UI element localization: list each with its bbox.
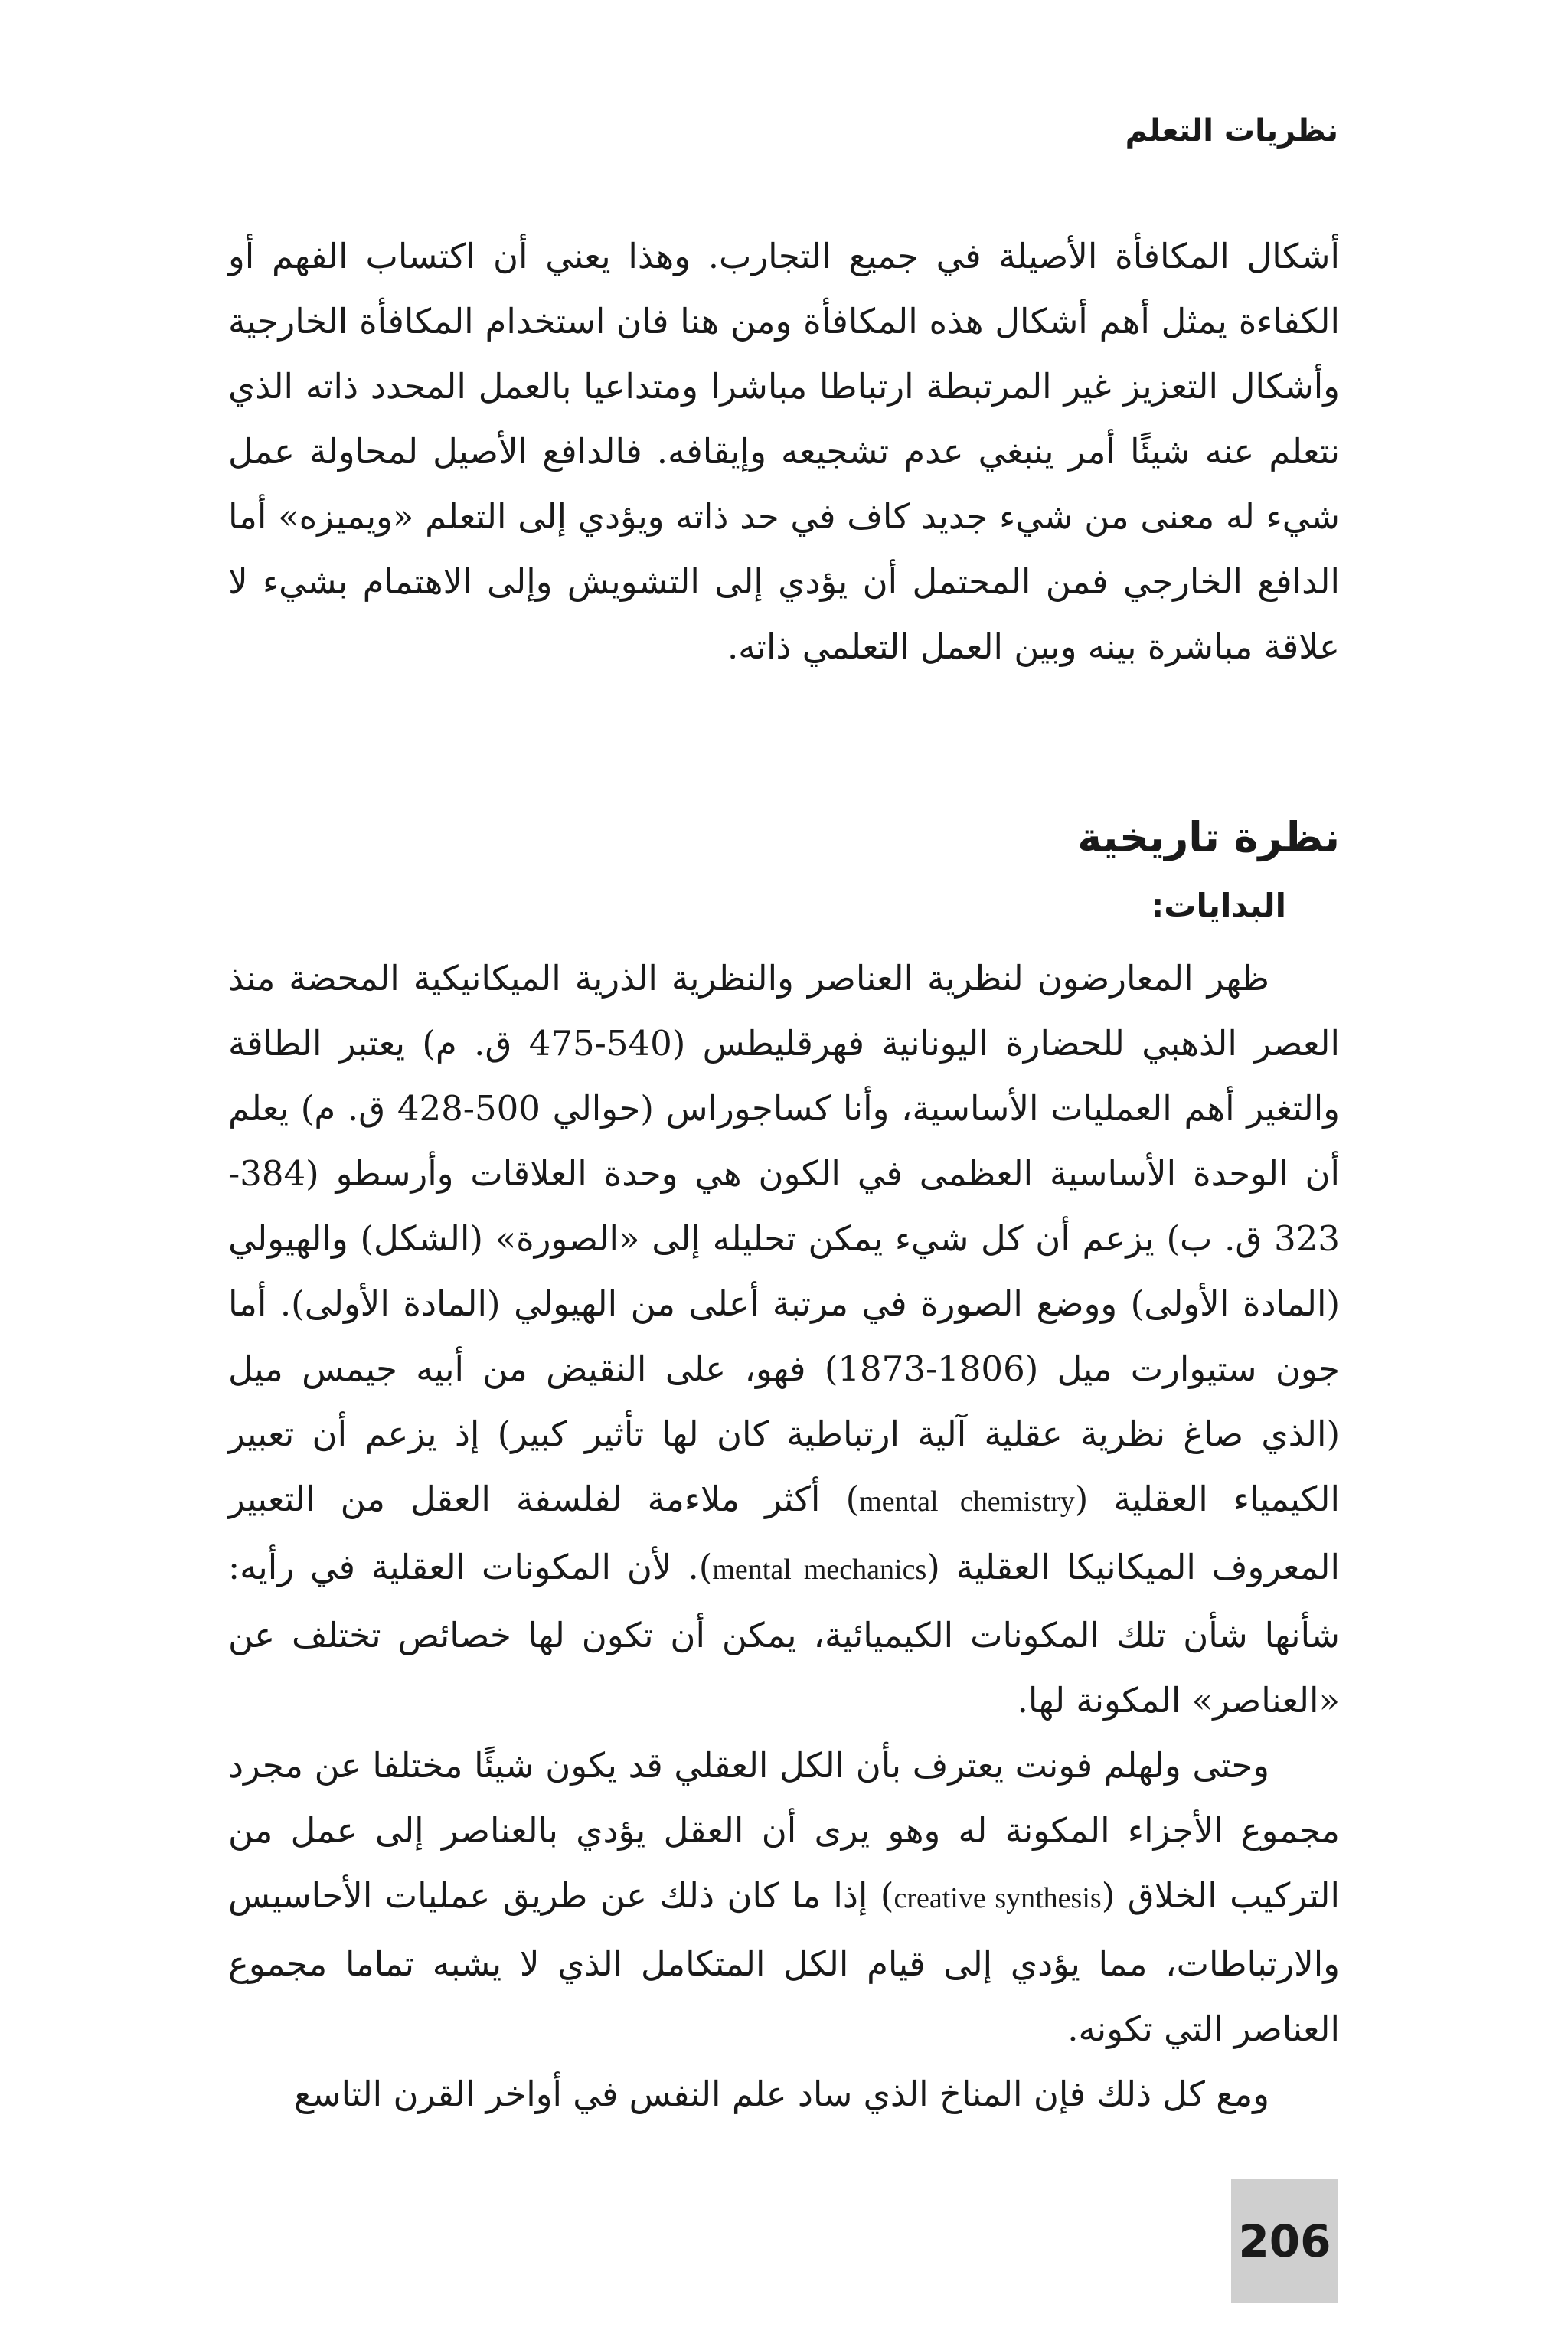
paragraph-text: وحتى ولهلم فونت يعترف بأن الكل العقلي قد يكون شيئًا مختلفا عن مجرد مجموع الأجزاء المكونة له وهو يرى أن العقل يؤدي بالعناصر إلى عمل من التركيب الخلاق ( (228, 1745, 1340, 1916)
intro-text-block (228, 224, 1340, 679)
paragraph-text: ) أكثر ملاءمة لفلسفة العقل من التعبير المعروف الميكانيكا العقلية ( (228, 1479, 1340, 1587)
paragraph-text: ظهر المعارضون لنظرية العناصر والنظرية الذرية الميكانيكية المحضة منذ العصر الذهبي للحضارة اليونانية فهرقليطس (540-475 ق. م) يعتبر الطاقة والتغير أهم العمليات الأساسية، وأنا كساجوراس (حوالي 500-428 ق. م) يعلم أن الوحدة الأساسية العظمى في الكون هي وحدة العلاقات وأرسطو (384-323 ق. ب) يزعم أن كل شيء يمكن تحليله إلى «الصورة» (الشكل) والهيولي (المادة الأولى) ووضع الصورة في مرتبة أعلى من الهيولي (المادة الأولى). أما جون ستيوارت ميل (1806-1873) فهو، على النقيض من أبيه جيمس ميل (الذي صاغ نظرية عقلية آلية ارتباطية كان لها تأثير كبير) إذ يزعم أن تعبير الكيمياء العقلية ( (228, 958, 1340, 1519)
page-number-box (1231, 2179, 1338, 2303)
paragraph-text: ). لأن المكونات العقلية في رأيه: شأنها شأن تلك المكونات الكيميائية، يمكن أن تكون لها خصائص تختلف عن «العناصر» المكونة لها. (228, 1547, 1340, 1721)
section-title: نظرة تاريخية (1077, 813, 1340, 861)
paragraph-climate: ومع كل ذلك فإن المناخ الذي ساد علم النفس في أواخر القرن التاسع (294, 2074, 1269, 2114)
english-term-mental-chemistry: mental chemistry (859, 1486, 1075, 1518)
running-header: نظريات التعلم (1125, 113, 1338, 149)
subheading: البدايات: (1151, 887, 1286, 924)
english-term-mental-mechanics: mental mechanics (712, 1554, 927, 1586)
paragraph-text: ) إذا ما كان ذلك عن طريق عمليات الأحاسيس والارتباطات، مما يؤدي إلى قيام الكل المتكامل الذي لا يشبه تماما مجموع العناصر التي تكونه. (228, 1875, 1340, 2049)
english-term-creative-synthesis: creative synthesis (893, 1882, 1102, 1914)
paragraph-wundt (228, 1733, 1340, 2061)
page-number: 206 (1238, 2215, 1331, 2267)
paragraph-early-opponents (228, 946, 1340, 1733)
section-text-block (228, 946, 1340, 2126)
intro-paragraph: أشكال المكافأة الأصيلة في جميع التجارب. وهذا يعني أن اكتساب الفهم أو الكفاءة يمثل أهم أشكال هذه المكافأة ومن هنا فان استخدام المكافأة الخارجية وأشكال التعزيز غير المرتبطة ارتباطا مباشرا ومتداعيا بالعمل المحدد ذاته الذي نتعلم عنه شيئًا أمر ينبغي عدم تشجيعه وإيقافه. فالدافع الأصيل لمحاولة عمل شيء له معنى من شيء جديد كاف في حد ذاته ويؤدي إلى التعلم «ويميزه» أما الدافع الخارجي فمن المحتمل أن يؤدي إلى التشويش وإلى الاهتمام بشيء لا علاقة مباشرة بينه وبين العمل التعلمي ذاته. (228, 236, 1340, 667)
